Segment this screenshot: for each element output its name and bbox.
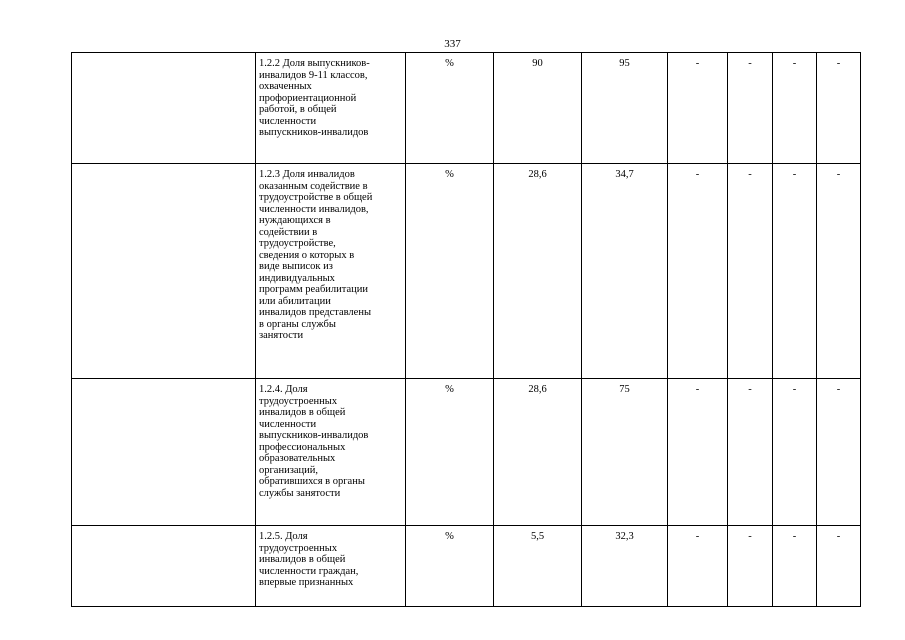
value-cell: - <box>817 379 861 526</box>
value-cell: - <box>668 164 728 379</box>
table-cell-empty <box>72 526 256 607</box>
value-cell: - <box>668 379 728 526</box>
value-cell: - <box>773 53 817 164</box>
table-cell-empty <box>72 164 256 379</box>
table-cell-empty <box>72 53 256 164</box>
value-cell: - <box>817 526 861 607</box>
unit-cell: % <box>406 379 494 526</box>
value-cell: - <box>817 164 861 379</box>
value-cell: 75 <box>582 379 668 526</box>
value-cell: 5,5 <box>494 526 582 607</box>
value-cell: - <box>668 53 728 164</box>
value-cell: - <box>773 379 817 526</box>
indicator-name-cell: 1.2.4. Доля трудоустроенных инвалидов в общей численности выпускников-инвалидов профессиональных образовательных организаций, обратившихся в органы службы занятости <box>256 379 406 526</box>
value-cell: - <box>817 53 861 164</box>
unit-cell: % <box>406 53 494 164</box>
indicator-name-cell: 1.2.5. Доля трудоустроенных инвалидов в общей численности граждан, впервые признанных <box>256 526 406 607</box>
indicator-table <box>71 52 861 607</box>
value-cell: 95 <box>582 53 668 164</box>
table-row <box>72 164 861 379</box>
value-cell: 32,3 <box>582 526 668 607</box>
value-cell: - <box>728 164 773 379</box>
value-cell: - <box>728 379 773 526</box>
page-number: 337 <box>444 38 461 50</box>
table-row <box>72 379 861 526</box>
value-cell: 34,7 <box>582 164 668 379</box>
unit-cell: % <box>406 164 494 379</box>
value-cell: - <box>668 526 728 607</box>
value-cell: - <box>773 164 817 379</box>
table-row <box>72 526 861 607</box>
table-row <box>72 53 861 164</box>
indicator-name-cell: 1.2.2 Доля выпускников- инвалидов 9-11 классов, охваченных профориентационной работой, в общей численности выпускников-инвалидов <box>256 53 406 164</box>
unit-cell: % <box>406 526 494 607</box>
value-cell: 28,6 <box>494 164 582 379</box>
value-cell: - <box>728 526 773 607</box>
value-cell: 90 <box>494 53 582 164</box>
table-cell-empty <box>72 379 256 526</box>
indicator-name-cell: 1.2.3 Доля инвалидов оказанным содействие в трудоустройстве в общей численности инвалидов, нуждающихся в содействии в трудоустройстве, сведения о которых в виде выписок из индивидуальных программ реабилитации или абилитации инвалидов представлены в органы службы занятости <box>256 164 406 379</box>
value-cell: - <box>728 53 773 164</box>
value-cell: 28,6 <box>494 379 582 526</box>
value-cell: - <box>773 526 817 607</box>
